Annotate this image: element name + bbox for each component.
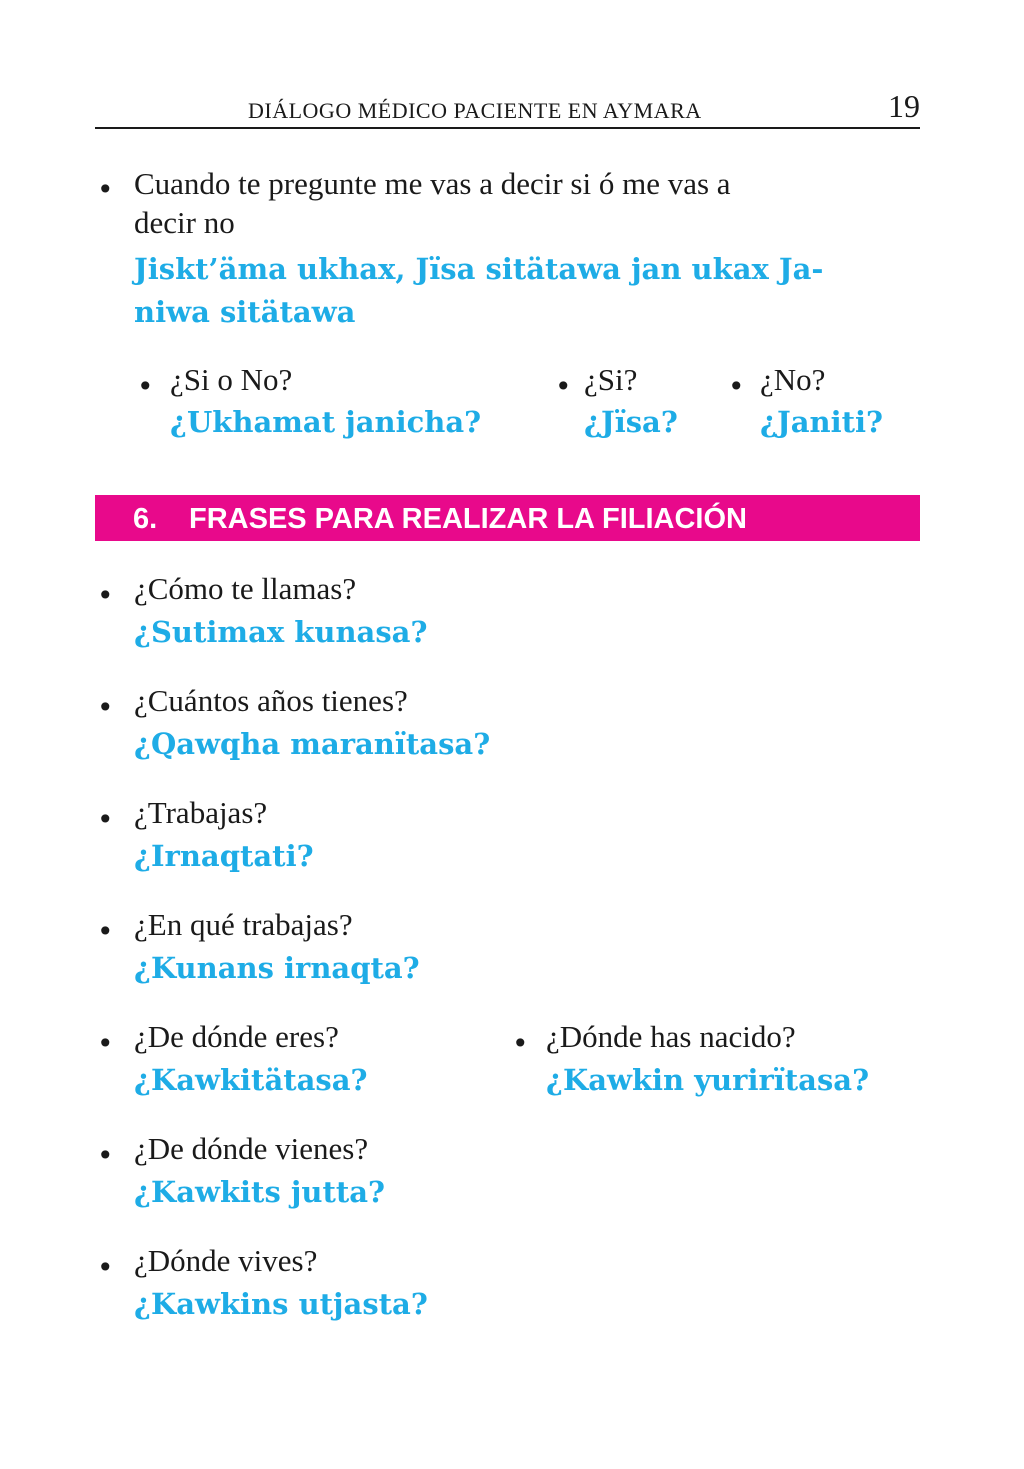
bullet-icon: • <box>97 579 114 612</box>
spanish-text: ¿De dónde vienes? <box>134 1131 369 1166</box>
page-number: 19 <box>888 88 920 124</box>
spanish-text: ¿Cuántos años tienes? <box>134 683 408 718</box>
spanish-text: ¿No? <box>760 362 826 397</box>
aymara-text: ¿Janiti? <box>760 405 884 439</box>
running-header-title: DIÁLOGO MÉDICO PACIENTE EN AYMARA <box>248 98 702 123</box>
aymara-text: ¿Qawqha maranïtasa? <box>134 727 491 761</box>
aymara-text: ¿Kawkins utjasta? <box>134 1287 428 1321</box>
section-number: 6. <box>133 503 158 535</box>
spanish-text: Cuando te pregunte me vas a decir si ó me vas a <box>134 166 731 201</box>
bullet-icon: • <box>97 915 114 948</box>
aymara-text: ¿Jïsa? <box>584 405 678 439</box>
spanish-text: decir no <box>134 205 235 240</box>
aymara-text: ¿Sutimax kunasa? <box>134 615 428 649</box>
bullet-icon: • <box>512 1027 529 1060</box>
bullet-icon: • <box>97 691 114 724</box>
bullet-icon: • <box>137 370 154 403</box>
spanish-text: ¿Trabajas? <box>134 795 268 830</box>
spanish-text: ¿Dónde has nacido? <box>546 1019 796 1054</box>
bullet-icon: • <box>97 1251 114 1284</box>
aymara-text: ¿Kawkin yurirïtasa? <box>546 1063 870 1097</box>
aymara-text: ¿Irnaqtati? <box>134 839 314 873</box>
aymara-text: Jiskt’äma ukhax, Jïsa sitätawa jan ukax Ja- <box>134 252 824 286</box>
aymara-text: ¿Kunans irnaqta? <box>134 951 420 985</box>
aymara-text: niwa sitätawa <box>134 295 356 329</box>
bullet-icon: • <box>97 1139 114 1172</box>
spanish-text: ¿Cómo te llamas? <box>134 571 357 606</box>
spanish-text: ¿Dónde vives? <box>134 1243 318 1278</box>
section-title: FRASES PARA REALIZAR LA FILIACIÓN <box>189 503 747 535</box>
header-divider <box>95 127 920 129</box>
aymara-text: ¿Kawkits jutta? <box>134 1175 386 1209</box>
bullet-icon: • <box>728 370 745 403</box>
spanish-text: ¿Si o No? <box>170 362 293 397</box>
spanish-text: ¿Si? <box>584 362 638 397</box>
bullet-icon: • <box>97 803 114 836</box>
aymara-text: ¿Ukhamat janicha? <box>170 405 482 439</box>
bullet-icon: • <box>97 1027 114 1060</box>
spanish-text: ¿En qué trabajas? <box>134 907 353 942</box>
bullet-icon: • <box>97 173 114 206</box>
bullet-icon: • <box>555 370 572 403</box>
aymara-text: ¿Kawkitätasa? <box>134 1063 368 1097</box>
spanish-text: ¿De dónde eres? <box>134 1019 339 1054</box>
